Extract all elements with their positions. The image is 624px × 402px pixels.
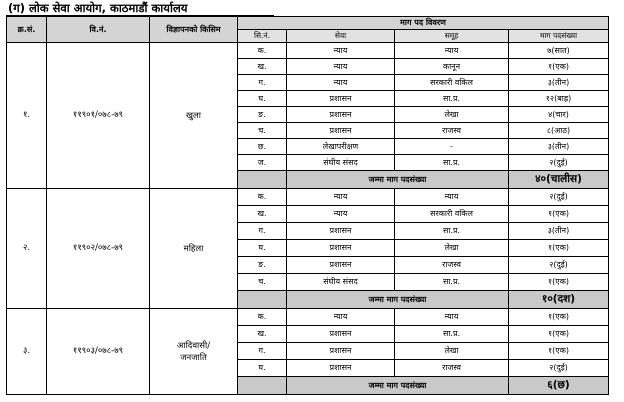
group-advert-no: ११९०३/०७८-७९ bbox=[47, 309, 150, 395]
col-header-breakdown: माग पद विवरण bbox=[238, 17, 609, 30]
cell-sn: घ. bbox=[238, 240, 287, 257]
cell-sn: घ. bbox=[238, 360, 287, 377]
group-advert-no: ११९०२/०७८-७९ bbox=[47, 189, 150, 309]
cell-service: प्रशासन bbox=[287, 326, 395, 343]
col-header-advert-no: वि.नं. bbox=[47, 17, 150, 43]
cell-posts: २(दुई) bbox=[509, 155, 609, 171]
cell-posts: २(दुई) bbox=[509, 189, 609, 206]
total-spacer bbox=[238, 377, 287, 395]
table-body bbox=[7, 43, 609, 395]
cell-group: राजस्व bbox=[395, 123, 509, 139]
cell-group: सा.प्र. bbox=[395, 274, 509, 291]
cell-posts: १(एक) bbox=[509, 309, 609, 326]
cell-sn: ख. bbox=[238, 59, 287, 75]
col-header-service: सेवा bbox=[287, 30, 395, 43]
cell-group: न्याय bbox=[395, 189, 509, 206]
total-spacer bbox=[238, 291, 287, 309]
cell-posts: ४(चार) bbox=[509, 107, 609, 123]
advert-type-line: खुला bbox=[186, 110, 201, 121]
section-heading: (ग) लोक सेवा आयोग, काठमाडौं कार्यालय bbox=[8, 1, 188, 15]
group-advert-type bbox=[150, 189, 238, 309]
group-serial: १. bbox=[7, 43, 47, 189]
vacancy-table bbox=[6, 16, 609, 395]
cell-sn: क. bbox=[238, 43, 287, 59]
cell-sn: क. bbox=[238, 189, 287, 206]
cell-service: संघीय संसद bbox=[287, 155, 395, 171]
cell-sn: घ. bbox=[238, 91, 287, 107]
advert-type-line: महिला bbox=[183, 243, 204, 254]
group-serial: ३. bbox=[7, 309, 47, 395]
cell-service: न्याय bbox=[287, 75, 395, 91]
group-serial: २. bbox=[7, 189, 47, 309]
cell-group: न्याय bbox=[395, 309, 509, 326]
cell-service: न्याय bbox=[287, 59, 395, 75]
cell-service: प्रशासन bbox=[287, 91, 395, 107]
cell-service: न्याय bbox=[287, 43, 395, 59]
cell-posts: १(एक) bbox=[509, 343, 609, 360]
cell-sn: ख. bbox=[238, 326, 287, 343]
cell-posts: १(एक) bbox=[509, 326, 609, 343]
advert-type-line: आदिवासी/ bbox=[176, 340, 211, 351]
cell-service: न्याय bbox=[287, 206, 395, 223]
cell-service: प्रशासन bbox=[287, 223, 395, 240]
cell-posts: ७(सात) bbox=[509, 43, 609, 59]
cell-sn: ग. bbox=[238, 75, 287, 91]
total-label: जम्मा माग पदसंख्या bbox=[287, 291, 509, 309]
total-value: ६(छ) bbox=[509, 377, 609, 395]
cell-service: प्रशासन bbox=[287, 343, 395, 360]
total-value: १०(दश) bbox=[509, 291, 609, 309]
cell-group: सा.प्र. bbox=[395, 155, 509, 171]
group-advert-type bbox=[150, 309, 238, 395]
cell-group: - bbox=[395, 139, 509, 155]
cell-group: कानून bbox=[395, 59, 509, 75]
cell-sn: ख. bbox=[238, 206, 287, 223]
advert-type-line: जनजाति bbox=[180, 352, 207, 363]
cell-posts: १२(बाह्र) bbox=[509, 91, 609, 107]
cell-sn: ङ. bbox=[238, 257, 287, 274]
cell-posts: २(दुई) bbox=[509, 360, 609, 377]
cell-sn: क. bbox=[238, 309, 287, 326]
cell-service: न्याय bbox=[287, 309, 395, 326]
col-header-serial: क्र.सं. bbox=[7, 17, 47, 43]
cell-posts: ८(आठ) bbox=[509, 123, 609, 139]
col-header-sub-serial: सि.नं. bbox=[238, 30, 287, 43]
total-label: जम्मा माग पदसंख्या bbox=[287, 171, 509, 189]
cell-sn: च. bbox=[238, 123, 287, 139]
group-advert-type bbox=[150, 43, 238, 189]
cell-group: राजस्व bbox=[395, 257, 509, 274]
cell-sn: ग. bbox=[238, 223, 287, 240]
col-header-posts: माग पदसंख्या bbox=[509, 30, 609, 43]
total-label: जम्मा माग पदसंख्या bbox=[287, 377, 509, 395]
cell-group: लेखा bbox=[395, 240, 509, 257]
cell-service: प्रशासन bbox=[287, 123, 395, 139]
cell-posts: १(एक) bbox=[509, 240, 609, 257]
col-header-group: समूह bbox=[395, 30, 509, 43]
cell-service: लेखापरीक्षण bbox=[287, 139, 395, 155]
cell-group: सरकारी वकिल bbox=[395, 75, 509, 91]
cell-sn: ग. bbox=[238, 343, 287, 360]
col-header-advert-type: विज्ञापनको किसिम bbox=[150, 17, 238, 43]
cell-posts: ३(तीन) bbox=[509, 223, 609, 240]
cell-service: प्रशासन bbox=[287, 257, 395, 274]
cell-group: राजस्व bbox=[395, 360, 509, 377]
cell-posts: ३(तीन) bbox=[509, 75, 609, 91]
cell-group: सा.प्र. bbox=[395, 223, 509, 240]
cell-service: प्रशासन bbox=[287, 360, 395, 377]
header-row bbox=[7, 17, 609, 30]
total-value: ४०(चालीस) bbox=[509, 171, 609, 189]
cell-sn: ङ. bbox=[238, 107, 287, 123]
cell-service: न्याय bbox=[287, 189, 395, 206]
cell-group: लेखा bbox=[395, 107, 509, 123]
cell-sn: च. bbox=[238, 274, 287, 291]
total-spacer bbox=[238, 171, 287, 189]
cell-group: न्याय bbox=[395, 43, 509, 59]
cell-posts: १(एक) bbox=[509, 206, 609, 223]
cell-sn: ज. bbox=[238, 155, 287, 171]
table-row bbox=[7, 43, 609, 59]
cell-group: सा.प्र. bbox=[395, 326, 509, 343]
group-advert-no: ११९०१/०७८-७९ bbox=[47, 43, 150, 189]
cell-posts: ३(तीन) bbox=[509, 139, 609, 155]
cell-group: लेखा bbox=[395, 343, 509, 360]
cell-sn: छ. bbox=[238, 139, 287, 155]
cell-posts: २(दुई) bbox=[509, 257, 609, 274]
table-row bbox=[7, 189, 609, 206]
cell-posts: १(एक) bbox=[509, 59, 609, 75]
cell-service: प्रशासन bbox=[287, 107, 395, 123]
cell-group: सरकारी वकिल bbox=[395, 206, 509, 223]
cell-service: संघीय संसद bbox=[287, 274, 395, 291]
cell-service: प्रशासन bbox=[287, 240, 395, 257]
cell-group: सा.प्र. bbox=[395, 91, 509, 107]
cell-posts: १(एक) bbox=[509, 274, 609, 291]
table-row bbox=[7, 309, 609, 326]
